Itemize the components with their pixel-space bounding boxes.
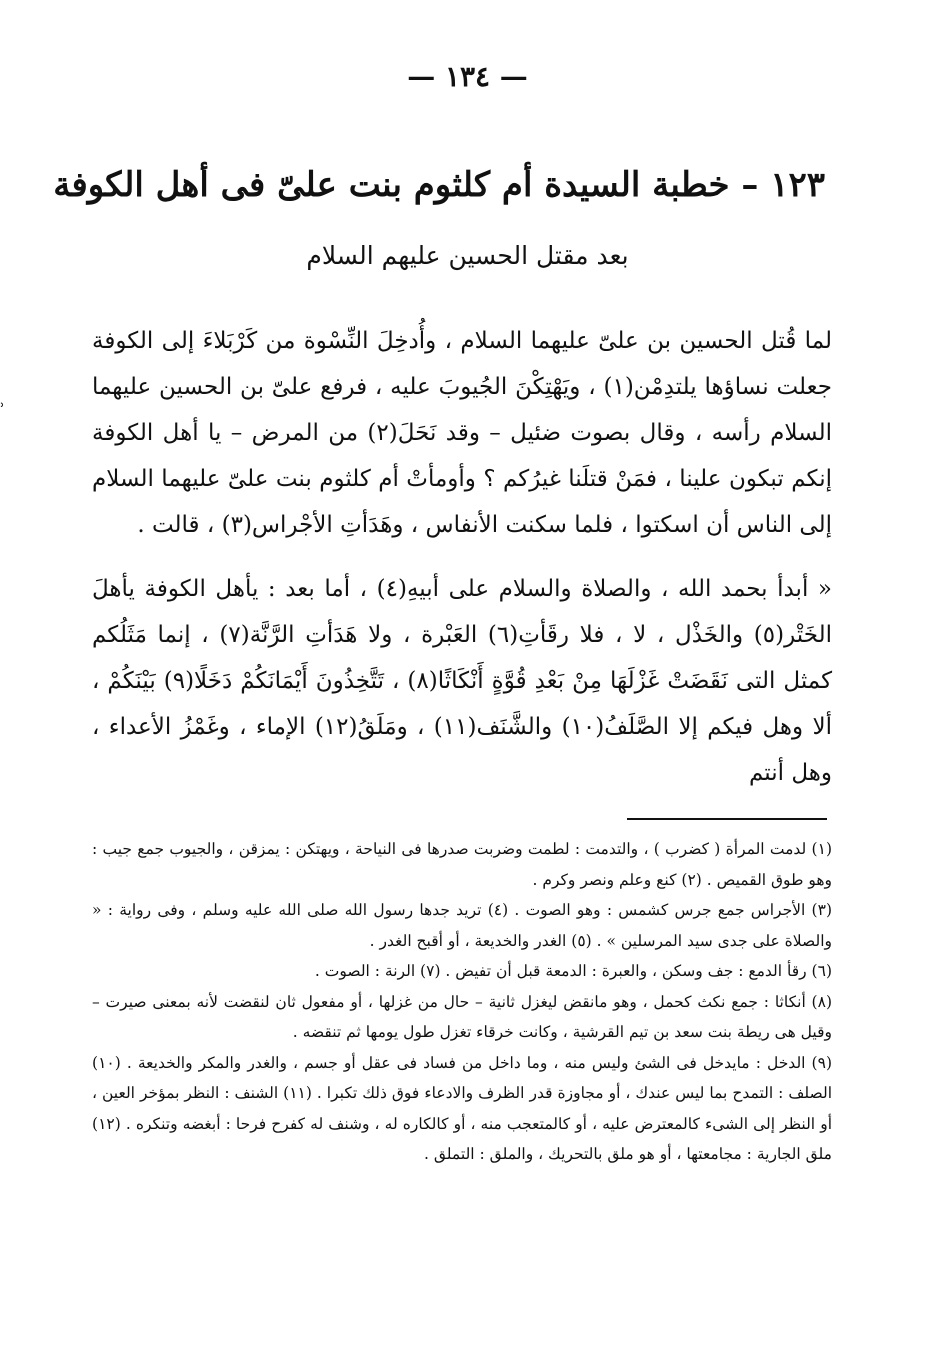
page-number: — ١٣٤ — [407,60,528,93]
footnote-block-5: (٩) الدخل : مايدخل فى الشئ وليس منه ، وما داخل من فساد فى عقل أو جسم ، والغدر والمكر والخديعة . (١٠) الصلف : التمدح بما ليس عندك ، أو مجاوزة قدر الظرف والادعاء فوق ذلك تكبرا . (١١) الشنف : النظر بمؤخر العين ، أو النظر إلى الشىء كالمعترض عليه ، أو كالمتعجب منه ، أو كالكاره له ، وشنف له كفرح فرحا : أبغضه وتنكره . (١٢) ملق الجارية : مجامعتها ، أو هو ملق بالتحريك ، والملق : التملق . [92,1053,833,1163]
footnotes [92,834,832,1170]
footnote-block-1: (١) لدمت المرأة ( كضرب ) ، والتدمت : لطمت وضربت صدرها فى النياحة ، ويهتكن : يمزقن ، والجيوب جمع جيب : وهو طوق القميص . (٢) كنع وعلم ونصر وكرم . [92,840,832,889]
paragraph-speech: « أبدأ بحمد الله ، والصلاة والسلام على أبيهِ(٤) ، أما بعد : يأهل الكوفة يأهلَ الخَتْر(٥) والخَذْل ، لا ، فلا رقَأتِ(٦) العَبْرة ، ولا هَدَأتِ الرَّنَّة(٧) ، إنما مَثَلُكم كمثل التى نَقَضَتْ غَزْلَهَا مِنْ بَعْدِ قُوَّةٍ أَنْكَاثًا(٨) ، تَتَّخِذُونَ أَيْمَانَكُمْ دَخَلًا(٩) بَيْنَكُمْ ، ألا وهل فيكم إلا الصَّلَفُ(١٠) والشَّنَف(١١) ، ومَلَقُ(١٢) الإماء ، وغَمْزُ الأعداء ، وهل أنتم [92,576,833,786]
footnote-divider [627,818,827,820]
footnote-block-3: (٦) رقأ الدمع : جف وسكن ، والعبرة : الدمعة قبل أن تفيض . (٧) الرنة : الصوت . [314,962,832,980]
footnote-block-4: (٨) أنكاثا : جمع نكث كحمل ، وهو مانقض ليغزل ثانية – حال من غزلها ، أو مفعول ثان لنقضت لأنه بمعنى صيرت – وقيل هى ريطة بنت سعد بن تيم القرشية ، وكانت خرقاء تغزل طول يومها ثم تنقضه . [92,992,832,1041]
footnote-block-2: (٣) الأجراس جمع جرس كشمس : وهو الصوت . (٤) تريد جدها رسول الله صلى الله عليه وسلم ، وفى رواية : « والصلاة على جدى سيد المرسلين » . (٥) الغدر والخديعة ، أو أقبح الغدر . [92,901,832,950]
edge-mark: ˒ [0,396,5,415]
main-text [92,318,832,796]
section-subtitle: بعد مقتل الحسين عليهم السلام [306,241,629,270]
section-title: ١٢٣ – خطبة السيدة أم كلثوم بنت علىّ فى أهل الكوفة [53,165,825,205]
paragraph-intro: لما قُتل الحسين بن علىّ عليهما السلام ، وأُدخِلَ النِّسْوة من كَرْبَلاءَ إلى الكوفة جعلت نساؤها يلتدِمْن(١) ، ويَهْتِكْنَ الجُيوبَ عليه ، فرفع علىّ بن الحسين عليهما السلام رأسه ، وقال بصوت ضئيل – وقد نَحَلَ(٢) من المرض – يا أهل الكوفة إنكم تبكون علينا ، فمَنْ قتلَنا غيرُكم ؟ وأومأتْ أم كلثوم بنت علىّ عليهما السلام إلى الناس أن اسكتوا ، فلما سكنت الأنفاس ، وهَدَأتِ الأجْراس(٣) ، قالت . [92,328,832,538]
